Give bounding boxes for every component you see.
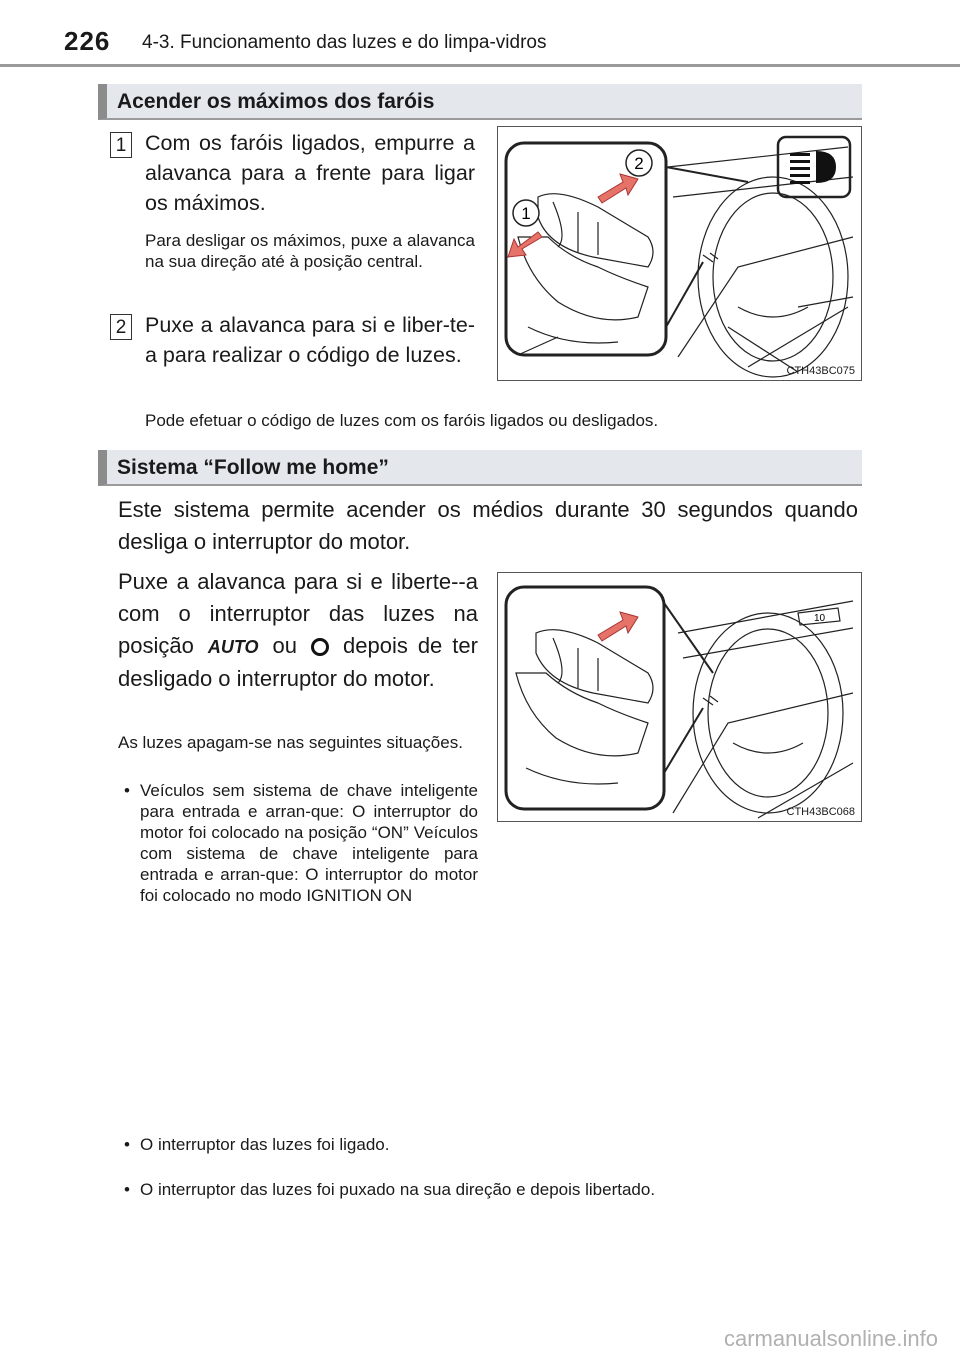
bullet-1: • Veículos sem sistema de chave inteligente para entrada e arran-que: O interruptor do motor foi colocado na posição “ON” Veículos com sistema de chave inteligente para entrada e arran-que: O interruptor do motor foi colocado no modo IGNITION ON bbox=[118, 780, 478, 906]
section-heading-label: Sistema “Follow me home” bbox=[117, 456, 389, 479]
step-1-marker: 1 bbox=[110, 132, 132, 158]
headlight-on-icon bbox=[311, 638, 329, 656]
callout-1: 1 bbox=[521, 204, 531, 223]
step-2-marker: 2 bbox=[110, 314, 132, 340]
figure-follow-me-lever bbox=[497, 572, 862, 822]
watermark: carmanualsonline.info bbox=[723, 1326, 938, 1351]
step-2-text: Puxe a alavanca para si e liber-te-a para realizar o código de luzes. bbox=[145, 313, 475, 367]
follow-me-intro: Este sistema permite acender os médios durante 30 segundos quando desliga o interruptor do motor. bbox=[118, 497, 858, 554]
figure-code: CTH43BC075 bbox=[786, 365, 855, 377]
header-rule bbox=[0, 64, 960, 67]
lever-illustration bbox=[498, 127, 861, 380]
chapter-title: 4-3. Funcionamento das luzes e do limpa-vidros bbox=[142, 32, 547, 53]
step-1-text: Com os faróis ligados, empurre a alavanca para a frente para ligar os máximos. bbox=[145, 131, 475, 215]
step-1-note: Para desligar os máximos, puxe a alavanca na sua direção até à posição central. bbox=[145, 231, 475, 271]
section-heading-label: Acender os máximos dos faróis bbox=[117, 90, 435, 113]
instruction-part1: Puxe a alavanca para si e liberte--a com o interruptor das luzes na posição bbox=[118, 569, 478, 658]
lever-illustration-2 bbox=[498, 573, 861, 821]
off-conditions-lead: As luzes apagam-se nas seguintes situações. bbox=[118, 733, 463, 752]
flash-note: Pode efetuar o código de luzes com os faróis ligados ou desligados. bbox=[145, 411, 659, 430]
bullet-2: • O interruptor das luzes foi ligado. bbox=[118, 1134, 840, 1155]
follow-me-instruction bbox=[118, 566, 478, 695]
figure-headlight-lever bbox=[497, 126, 862, 381]
auto-icon: AUTO bbox=[207, 637, 259, 658]
dash-label: 10 bbox=[814, 613, 826, 624]
instruction-part2: depois de ter desligado o interruptor do motor. bbox=[118, 633, 478, 692]
instruction-ou: ou bbox=[272, 633, 297, 658]
figure-code: CTH43BC068 bbox=[786, 806, 855, 818]
callout-2: 2 bbox=[634, 154, 644, 173]
section-heading-follow-me-home bbox=[98, 450, 862, 486]
bullet-3: • O interruptor das luzes foi puxado na sua direção e depois libertado. bbox=[118, 1179, 860, 1200]
section-heading-high-beam bbox=[98, 84, 862, 120]
page-number: 226 bbox=[64, 26, 111, 56]
